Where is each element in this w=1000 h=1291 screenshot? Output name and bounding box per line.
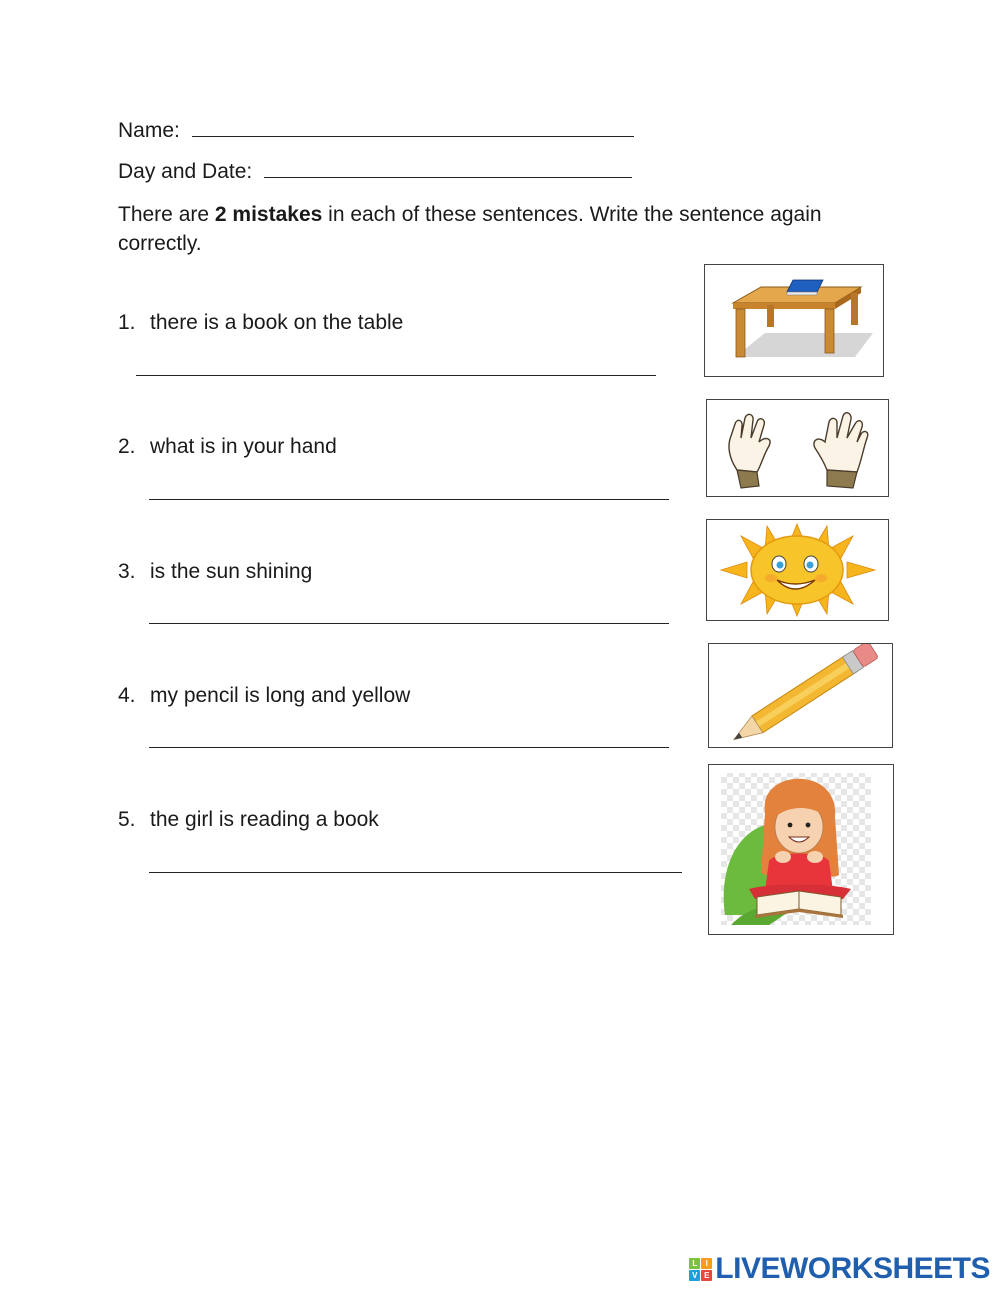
instructions <box>118 200 858 258</box>
logo-block-v: V <box>689 1270 700 1281</box>
question-4 <box>118 684 410 708</box>
answer-line-1[interactable] <box>136 375 656 376</box>
answer-line-5[interactable] <box>149 872 682 873</box>
brand-name: LIVEWORKSHEETS <box>715 1252 990 1285</box>
liveworksheets-logo[interactable] <box>689 1252 990 1286</box>
question-2 <box>118 435 337 459</box>
question-3 <box>118 560 312 584</box>
logo-block-i: I <box>701 1258 712 1269</box>
question-text: there is a book on the table <box>150 311 404 334</box>
date-label: Day and Date: <box>118 160 253 183</box>
question-number: 2. <box>118 435 136 458</box>
question-number: 5. <box>118 808 136 831</box>
girl-reading-image <box>708 764 894 935</box>
answer-line-3[interactable] <box>149 623 669 624</box>
name-row <box>118 118 634 143</box>
logo-blocks-icon <box>689 1258 712 1281</box>
instructions-text-1: There are <box>118 203 215 226</box>
answer-line-2[interactable] <box>149 499 669 500</box>
question-1 <box>118 311 403 335</box>
instructions-bold: 2 mistakes <box>214 203 323 226</box>
logo-block-l: L <box>689 1258 700 1269</box>
question-text: is the sun shining <box>150 560 313 583</box>
question-number: 1. <box>118 311 136 334</box>
hands-image <box>706 399 889 497</box>
date-row <box>118 159 632 184</box>
question-text: my pencil is long and yellow <box>150 684 411 707</box>
yellow-pencil-image <box>708 643 893 748</box>
question-number: 3. <box>118 560 136 583</box>
date-field[interactable] <box>264 159 632 178</box>
table-with-book-image <box>704 264 884 377</box>
question-number: 4. <box>118 684 136 707</box>
instructions-text-2: in each of these sentences. Write the sentence again correctly. <box>118 203 822 255</box>
question-5 <box>118 808 379 832</box>
name-field[interactable] <box>192 118 634 137</box>
question-text: the girl is reading a book <box>150 808 379 831</box>
answer-line-4[interactable] <box>149 747 669 748</box>
smiling-sun-image <box>706 519 889 621</box>
logo-block-e: E <box>701 1270 712 1281</box>
name-label: Name: <box>118 119 180 142</box>
question-text: what is in your hand <box>150 435 337 458</box>
